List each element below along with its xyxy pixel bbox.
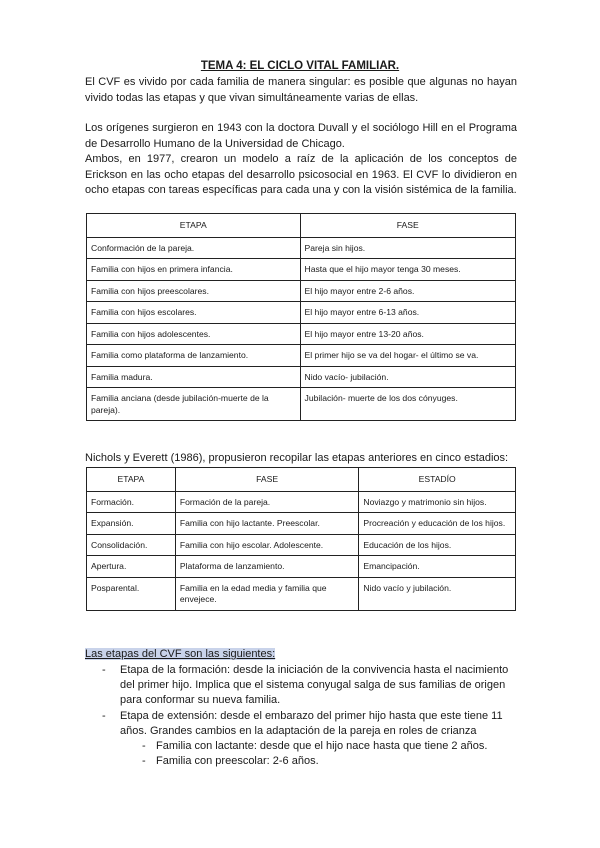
- table-header-cell: ETAPA: [87, 468, 176, 492]
- table-cell: Familia con hijos preescolares.: [87, 280, 301, 302]
- table-row: [87, 259, 516, 281]
- table-cell: El hijo mayor entre 13-20 años.: [300, 323, 515, 345]
- sub-list-item: [85, 739, 517, 754]
- table-row: [87, 280, 516, 302]
- table-cell: Familia con hijos adolescentes.: [87, 323, 301, 345]
- table-row: [87, 534, 516, 556]
- table-cell: Conformación de la pareja.: [87, 237, 301, 259]
- table-cell: Apertura.: [87, 556, 176, 578]
- list-dash: -: [142, 755, 146, 768]
- table-cell: Formación.: [87, 491, 176, 513]
- table-cell: Hasta que el hijo mayor tenga 30 meses.: [300, 259, 515, 281]
- table-cell: El hijo mayor entre 6-13 años.: [300, 302, 515, 324]
- table-cell: Familia en la edad media y familia que envejece.: [175, 577, 358, 610]
- table-cell: Familia anciana (desde jubilación-muerte de la pareja).: [87, 388, 301, 421]
- table-cell: Educación de los hijos.: [359, 534, 516, 556]
- table-cell: Familia con hijos escolares.: [87, 302, 301, 324]
- table-header-cell: FASE: [300, 214, 515, 238]
- table-header-row: [87, 214, 516, 238]
- sub-list-item: [85, 754, 517, 769]
- table-row: [87, 345, 516, 367]
- table-cell: Posparental.: [87, 577, 176, 610]
- list-item-text: Etapa de extensión: desde el embarazo del primer hijo hasta que este tiene 11 años. Grandes cambios en la adaptación de la pareja en roles de crianza: [120, 709, 503, 737]
- table-cell: Pareja sin hijos.: [300, 237, 515, 259]
- table-row: [87, 237, 516, 259]
- list-item: [85, 709, 517, 739]
- table-row: [87, 491, 516, 513]
- section-heading: Las etapas del CVF son las siguientes:: [85, 648, 276, 660]
- table-header-cell: FASE: [175, 468, 358, 492]
- table-row: [87, 513, 516, 535]
- list-dash: -: [102, 664, 106, 676]
- table-cell: Jubilación- muerte de los dos cónyuges.: [300, 388, 515, 421]
- table-row: [87, 323, 516, 345]
- list-item-text: Etapa de la formación: desde la iniciación de la convivencia hasta el nacimiento del primer hijo. Implica que el sistema conyugal salga de sus familias de origen para conformar su nueva familia.: [120, 664, 509, 707]
- table-cell: Familia con hijo lactante. Preescolar.: [175, 513, 358, 535]
- origins-paragraph: Los orígenes surgieron en 1943 con la doctora Duvall y el sociólogo Hill en el Programa de Desarrollo Humano de la Universidad de Chicago.: [85, 122, 517, 150]
- table-cell: Emancipación.: [359, 556, 516, 578]
- table-row: [87, 577, 516, 610]
- table-cell: El hijo mayor entre 2-6 años.: [300, 280, 515, 302]
- table-cell: Familia con hijo escolar. Adolescente.: [175, 534, 358, 556]
- nichols-paragraph: Nichols y Everett (1986), propusieron recopilar las etapas anteriores en cinco estadios:: [85, 452, 509, 464]
- list-dash: -: [142, 740, 146, 753]
- table-row: [87, 302, 516, 324]
- stadiums-table: [86, 467, 516, 611]
- table-header-cell: ESTADÍO: [359, 468, 516, 492]
- table-cell: Procreación y educación de los hijos.: [359, 513, 516, 535]
- table-header-cell: ETAPA: [87, 214, 301, 238]
- table-header-row: [87, 468, 516, 492]
- document-title: TEMA 4: EL CICLO VITAL FAMILIAR.: [200, 60, 400, 72]
- table-row: [87, 366, 516, 388]
- table-cell: Nido vacío- jubilación.: [300, 366, 515, 388]
- intro-paragraph: El CVF es vivido por cada familia de manera singular: es posible que algunas no hayan vivido todas las etapas y que vivan simultáneamente varias de ellas.: [85, 76, 517, 104]
- stages-table: [86, 213, 516, 421]
- table-cell: El primer hijo se va del hogar- el último se va.: [300, 345, 515, 367]
- table-cell: Consolidación.: [87, 534, 176, 556]
- table-cell: Plataforma de lanzamiento.: [175, 556, 358, 578]
- table-cell: Familia madura.: [87, 366, 301, 388]
- table-cell: Nido vacío y jubilación.: [359, 577, 516, 610]
- table-cell: Noviazgo y matrimonio sin hijos.: [359, 491, 516, 513]
- list-dash: -: [102, 709, 106, 722]
- table-cell: Expansión.: [87, 513, 176, 535]
- stages-list: [85, 663, 517, 769]
- table-cell: Formación de la pareja.: [175, 491, 358, 513]
- table-cell: Familia como plataforma de lanzamiento.: [87, 345, 301, 367]
- table-cell: Familia con hijos en primera infancia.: [87, 259, 301, 281]
- table-row: [87, 556, 516, 578]
- sub-list-item-text: Familia con preescolar: 2-6 años.: [156, 755, 319, 768]
- model-paragraph: Ambos, en 1977, crearon un modelo a raíz de la aplicación de los conceptos de Erickson en las ocho etapas del desarrollo psicosocial en 1963. El CVF lo dividieron en ocho etapas con tareas específicas para cada una y con la visión sistémica de la familia.: [85, 153, 517, 197]
- list-item: [85, 663, 517, 709]
- table-row: [87, 388, 516, 421]
- sub-list-item-text: Familia con lactante: desde que el hijo nace hasta que tiene 2 años.: [156, 740, 488, 753]
